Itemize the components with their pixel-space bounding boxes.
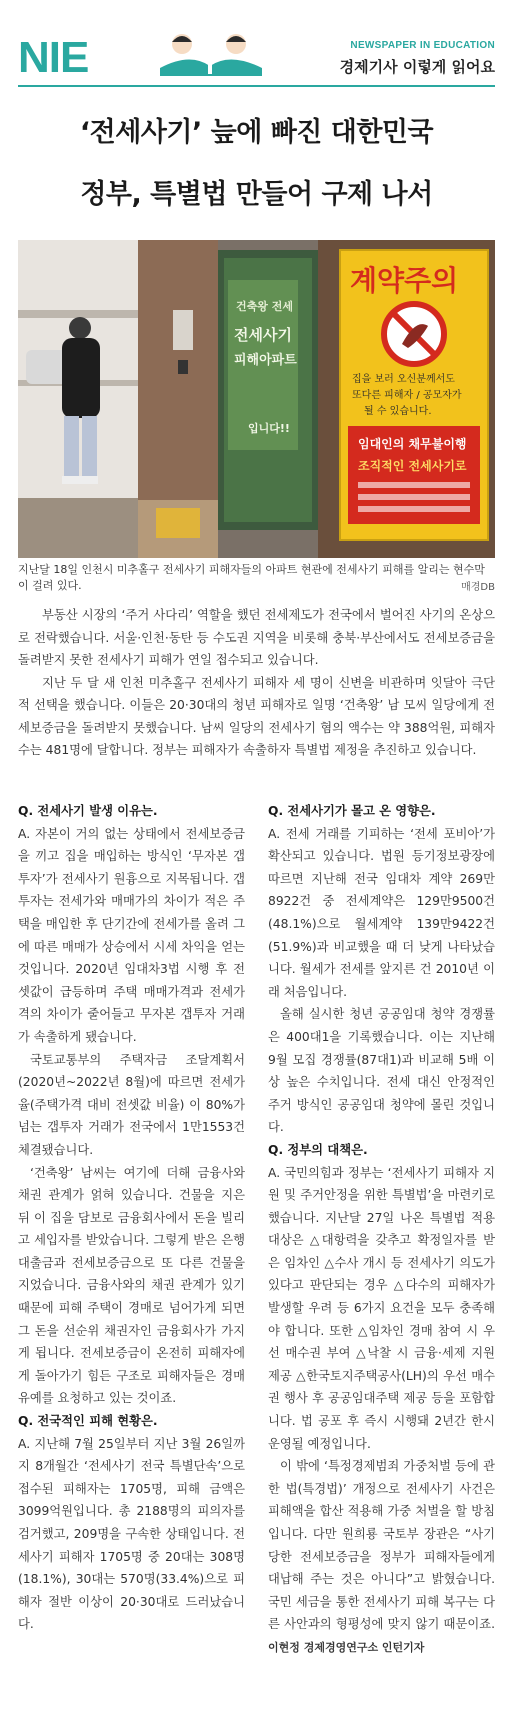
nie-subtitle: NEWSPAPER IN EDUCATION: [350, 40, 495, 51]
headline-line-2: 정부, 특별법 만들어 구제 나서: [80, 179, 433, 210]
door-poster-text-1: 건축왕 전세: [236, 300, 293, 313]
sign-body-4: 임대인의 채무불이행: [358, 437, 467, 451]
headline-line-1: ‘전세사기’ 늪에 빠진 대한민국: [79, 117, 434, 148]
door-poster-text-4: 입니다!!: [248, 422, 290, 435]
sign-body-5: 조직적인 전세사기로: [358, 459, 467, 473]
answer-paragraph: 국토교통부의 주택자금 조달계획서(2020년~2022년 8월)에 따르면 전세가율(주택가격 대비 전셋값 비율) 이 80%가 넘는 갭투자 거래가 전국에서 1만1553건 체결됐습니다.: [18, 1052, 245, 1157]
sign-body-2: 또다른 피해자 / 공모자가: [352, 390, 462, 401]
section-title: 경제기사 이렇게 읽어요: [339, 58, 495, 76]
answer-paragraph: A. 자본이 거의 없는 상태에서 전세보증금을 끼고 집을 매입하는 방식인 ‘무자본 갭투자’가 전세사기 원흉으로 지목됩니다. 갭투자는 전세가와 매매가의 차이가 적은 주택을 매입한 후 단기간에 전세가를 올려 그에 따른 매매가 상승에서 시세 차익을 얻는 것입니다. 2020년 임대차3법 시행 후 전셋값이 급등하며 주택 매매가격과 전세가격의 차이가 줄어들고 무자본 갭투자 거래가 속출하게 됐습니다.: [18, 826, 245, 1044]
article-left-column: [18, 800, 245, 1636]
nie-header: [18, 28, 495, 90]
answer-paragraph: A. 지난해 7월 25일부터 지난 3월 26일까지 8개월간 ‘전세사기 전국 특별단속’으로 접수된 피해자는 1705명, 피해 금액은 3099억원입니다. 총 2188명의 피의자를 검거했고, 209명을 구속한 상태입니다. 전세사기 피해자 1705명 중 20대는 308명(18.1%), 30대는 570명(33.4%)으로 피해자 절반 이상이 20·30대로 드러났습니다.: [18, 1436, 245, 1632]
answer-paragraph: [268, 1455, 495, 1659]
question-heading: Q. 전국적인 피해 현황은.: [18, 1414, 158, 1429]
photo-caption: 지난달 18일 인천시 미추홀구 전세사기 피해자들의 아파트 현관에 전세사기 피해를 알리는 현수막이 걸려 있다.: [18, 563, 485, 592]
answer-paragraph: ‘건축왕’ 남씨는 여기에 더해 금융사와 채권 관계가 얽혀 있습니다. 건물을 지은 뒤 이 집을 담보로 금융회사에서 돈을 빌리고 세입자를 받았습니다. 그렇게 받은 은행 대출금과 전세보증금으로 또 다른 건물을 지었습니다. 금융사와의 채권 관계가 있기 때문에 피해 주택이 경매로 넘어가게 되면 그 돈을 선순위 채권자인 금융회사가 가지게 됩니다. 전세보증금이 온전히 피해자에게 돌아가기 힘든 구조로 피해자들은 경매 유예를 요청하고 있는 것이죠.: [18, 1165, 245, 1406]
nie-reading-kids-icon: [150, 30, 280, 80]
door-poster-text-3: 피해아파트: [234, 353, 297, 368]
reporter-byline: 이현정 경제경영연구소 인턴기자: [268, 1640, 425, 1654]
article-intro: [18, 604, 495, 762]
answer-paragraph: 올해 실시한 청년 공공임대 청약 경쟁률은 400대1을 기록했습니다. 이는 지난해 9월 모집 경쟁률(87대1)과 비교해 5배 이상 높은 수치입니다. 전세 대신 안정적인 주거 방식인 공공임대 청약에 몰린 것입니다.: [268, 1007, 495, 1135]
intro-paragraph: 부동산 시장의 ‘주거 사다리’ 역할을 했던 전세제도가 전국에서 벌어진 사기의 온상으로 전락했습니다. 서울·인천·동탄 등 수도권 지역을 비롯해 충북·부산에서도 전세보증금을 돌려받지 못한 전세사기 피해가 연일 접수되고 있습니다.: [18, 608, 495, 667]
question-heading: Q. 전세사기가 몰고 온 영향은.: [268, 804, 436, 818]
article-photo: [18, 240, 495, 558]
question-heading: Q. 전세사기 발생 이유는.: [18, 804, 158, 818]
answer-text: 이 밖에 ‘특정경제범죄 가중처벌 등에 관한 법(특경법)’ 개정으로 전세사기 사건은 피해액을 합산 적용해 가중 처벌을 할 방침입니다. 다만 원희룡 국토부 장관은 “사기당한 전세보증금을 정부가 피해자들에게 대납해 주는 것은 아니다”고 밝혔습니다. 국민 세금을 통한 전세사기 피해 복구는 다른 사안과의 형평성에 맞지 않기 때문이죠.: [268, 1459, 495, 1632]
answer-paragraph: A. 전세 거래를 기피하는 ‘전세 포비아’가 확산되고 있습니다. 법원 등기정보광장에 따르면 지난해 전국 임대차 계약 269만8922건 중 전세계약은 129만9500건(48.1%)으로 월세계약 139만9422건(51.9%)과 비교했을 때 더 낮게 나타났습니다. 월세가 전세를 앞지른 건 2010년 이래 처음입니다.: [268, 826, 495, 999]
door-poster-text-2: 전세사기: [234, 326, 292, 344]
intro-paragraph: 지난 두 달 새 인천 미추홀구 전세사기 피해자 세 명이 신변을 비관하며 잇달아 극단적 선택을 했습니다. 이들은 20·30대의 청년 피해자로 일명 ‘건축왕’ 남 모씨 일당에게 전세보증금을 돌려받지 못했습니다. 남씨 일당의 전세사기 혐의 액수는 약 388억원, 피해자 수는 481명에 달합니다. 정부는 피해자가 속출하자 특별법 제정을 추진하고 있습니다.: [18, 675, 495, 757]
nie-logo: NIE: [18, 33, 89, 82]
answer-paragraph: A. 국민의힘과 정부는 ‘전세사기 피해자 지원 및 주거안정을 위한 특별법’을 마련키로 했습니다. 지난달 27일 나온 특별법 적용 대상은 △대항력을 갖추고 확정일자를 받은 임차인 △수사 개시 등 전세사기 의도가 있다고 판단되는 경우 △다수의 피해자가 발생할 우려 등 6가지 요건을 모두 충족해야 합니다. 또한 △임차인 경매 참여 시 우선 매수권 부여 △낙찰 시 금융·세제 지원 제공 △한국토지주택공사(LH)의 우선 매수권 행사 후 공공임대주택 제공 등을 포함합니다. 법 공포 후 즉시 시행돼 2년간 한시 운영될 예정입니다.: [268, 1165, 495, 1451]
sign-body-1: 집을 보러 오신분께서도: [352, 374, 455, 385]
question-heading: Q. 정부의 대책은.: [268, 1142, 368, 1157]
sign-body-3: 될 수 있습니다.: [364, 406, 432, 417]
header-divider: [18, 85, 495, 87]
photo-scene: [18, 240, 495, 558]
photo-credit: 매경DB: [461, 582, 495, 593]
sign-title: 계약주의: [350, 264, 459, 297]
article-right-column: [268, 800, 495, 1660]
